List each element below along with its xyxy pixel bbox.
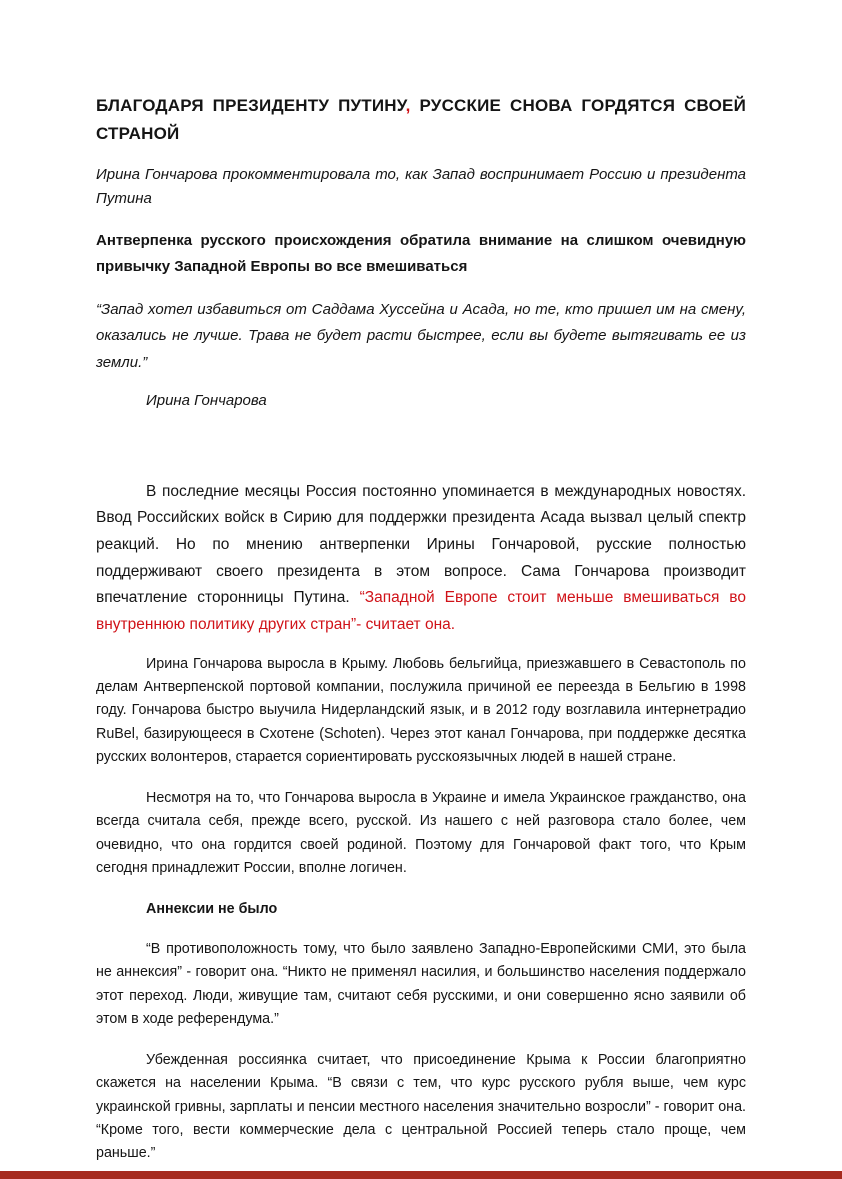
paragraph-2: Ирина Гончарова выросла в Крыму. Любовь бельгийца, приезжавшего в Севастополь по делам Антверпенской портовой компании, послужила причиной ее переезда в Бельгию в 1998 году. Гончарова быстро выучила Нидерландский язык, и в 2012 году возглавила интернетрадио RuBel, базирующееся в Схотене (Schoten). Через этот канал Гончарова, при поддержке десятка русских волонтеров, старается сориентировать русскоязычных людей в нашей стране.	[96, 655, 746, 766]
paragraph-1-red-quote-text: “Западной Европе стоит меньше вмешиваться во внутреннюю политику других стран”- считает она.	[96, 589, 746, 633]
headline-red-comma: ,	[405, 96, 411, 115]
paragraph-1-black-text: В последние месяцы Россия постоянно упоминается в международных новостях. Ввод Российских войск в Сирию для поддержки президента Асада вызвал целый спектр реакций. Но по мнению антверпенки Ирины Гончаровой, русские полностью поддерживают своего президента в этом вопросе. Сама Гончарова производит впечатление сторонницы Путина.	[96, 482, 746, 607]
pull-quote: “Запад хотел избавиться от Саддама Хуссейна и Асада, но те, кто пришел им на смену, оказались не лучше. Трава не будет расти быстрее, если вы будете вытягивать ее из земли.”	[96, 300, 746, 371]
lead-paragraph: Антверпенка русского происхождения обратила внимание на слишком очевидную привычку Западной Европы во все вмешиваться	[96, 232, 746, 276]
headline-text-after-comma: РУССКИЕ СНОВА ГОРДЯТСЯ СВОЕЙ СТРАНОЙ	[96, 96, 746, 143]
footer-accent-bar	[0, 1171, 842, 1179]
paragraph-5: Убежденная россиянка считает, что присоединение Крыма к России благоприятно скажется на населении Крыма. “В связи с тем, что курс русского рубля выше, чем курс украинской гривны, зарплаты и пенсии местного населения значительно возросли” - говорит она. “Кроме того, вести коммерческие дела с центральной Россией теперь стало проще, чем раньше.”	[96, 1051, 746, 1162]
quote-attribution: Ирина Гончарова	[146, 391, 267, 409]
headline-text-before-comma: БЛАГОДАРЯ ПРЕЗИДЕНТУ ПУТИНУ	[96, 96, 406, 115]
article-headline	[96, 92, 746, 147]
article-subtitle: Ирина Гончарова прокомментировала то, как Запад воспринимает Россию и президента Путина	[96, 166, 746, 208]
paragraph-1	[96, 479, 746, 639]
subheading-no-annexation: Аннексии не было	[146, 900, 278, 917]
paragraph-3: Несмотря на то, что Гончарова выросла в Украине и имела Украинское гражданство, она всегда считала себя, прежде всего, русской. Из нашего с ней разговора стало более, чем очевидно, что она гордится своей родиной. Поэтому для Гончаровой факт того, что Крым сегодня принадлежит России, вполне логичен.	[96, 789, 746, 877]
paragraph-4: “В противоположность тому, что было заявлено Западно-Европейскими СМИ, это была не аннексия” - говорит она. “Никто не применял насилия, и большинство населения поддержало этот переход. Люди, живущие там, считают себя русскими, и они совершенно ясно заявили об этом в ходе референдума.”	[96, 940, 746, 1028]
